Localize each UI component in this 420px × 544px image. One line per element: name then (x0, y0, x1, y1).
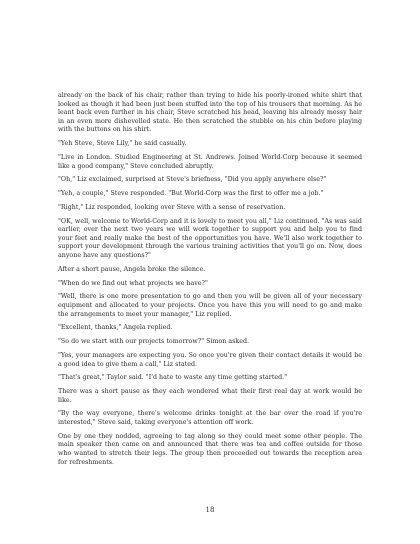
paragraph: After a short pause, Angela broke the silence. (58, 265, 206, 273)
page-body (58, 92, 362, 472)
paragraph: "Yeh Steve, Steve Lily," he said casually. (58, 140, 187, 148)
paragraph: "Well, there is one more presentation to go and then you will be given all of your necessary equipment and allocated to your projects. Once you have this you will need to go and make the arrangements to meet your manager," Liz replied. (58, 293, 362, 318)
paragraph: already on the back of his chair, rather than trying to hide his poorly-ironed white shirt that looked as though it had been just been stuffed into the top of his trousers that morning. As he leant back even further in his chair, Steve scratched his head, leaving his already messy hair in an even more dishevelled state. He then scratched the stubble on his chin before playing with the buttons on his shirt. (58, 92, 362, 134)
paragraph: One by one they nodded, agreeing to tag along so they could meet some other people. The main speaker then came on and announced that there was tea and coffee outside for those who wanted to stretch their legs. The group then proceeded out towards the reception area for refreshments. (58, 432, 362, 466)
paragraph: "That's great," Taylor said. "I'd hate to waste any time getting started." (58, 374, 288, 382)
paragraph: "Excellent, thanks," Angela replied. (58, 324, 173, 332)
paragraph: "Right," Liz responded, looking over Steve with a sense of reservation. (58, 203, 286, 211)
paragraph: "When do we find out what projects we have?" (58, 279, 208, 287)
paragraph: "Yeh, a couple," Steve responded. "But World-Corp was the first to offer me a job." (58, 190, 324, 198)
paragraph: "So do we start with our projects tomorrow?" Simon asked. (58, 338, 250, 346)
page-number: 18 (205, 506, 215, 514)
paragraph: "Oh," Liz exclaimed, surprised at Steve's briefness, "Did you apply anywhere else?" (58, 176, 327, 184)
paragraph: "OK, well, welcome to World-Corp and it is lovely to meet you all," Liz continued. "As was said earlier, over the next two years we will work together to support you and help you to find your feet and really make the best of the opportunities you have. We'll also work together to support your development through the various training activities that you'll go on. Now, does anyone have any questions?" (58, 217, 362, 260)
paragraph: "Yes, your managers are expecting you. So once you're given their contact details it would be a good idea to give them a call," Liz stated. (58, 351, 362, 368)
paragraph: "Live in London. Studied Engineering at St. Andrews. Joined World-Corp because it seemed like a good company," Steve concluded abruptly. (58, 153, 362, 170)
paragraph: There was a short pause as they each wondered what their first real day at work would be like. (58, 388, 362, 404)
paragraph: "By the way everyone, there's welcome drinks tonight at the bar over the road if you're interested," Steve said, taking everyone's attention off work. (58, 410, 362, 427)
